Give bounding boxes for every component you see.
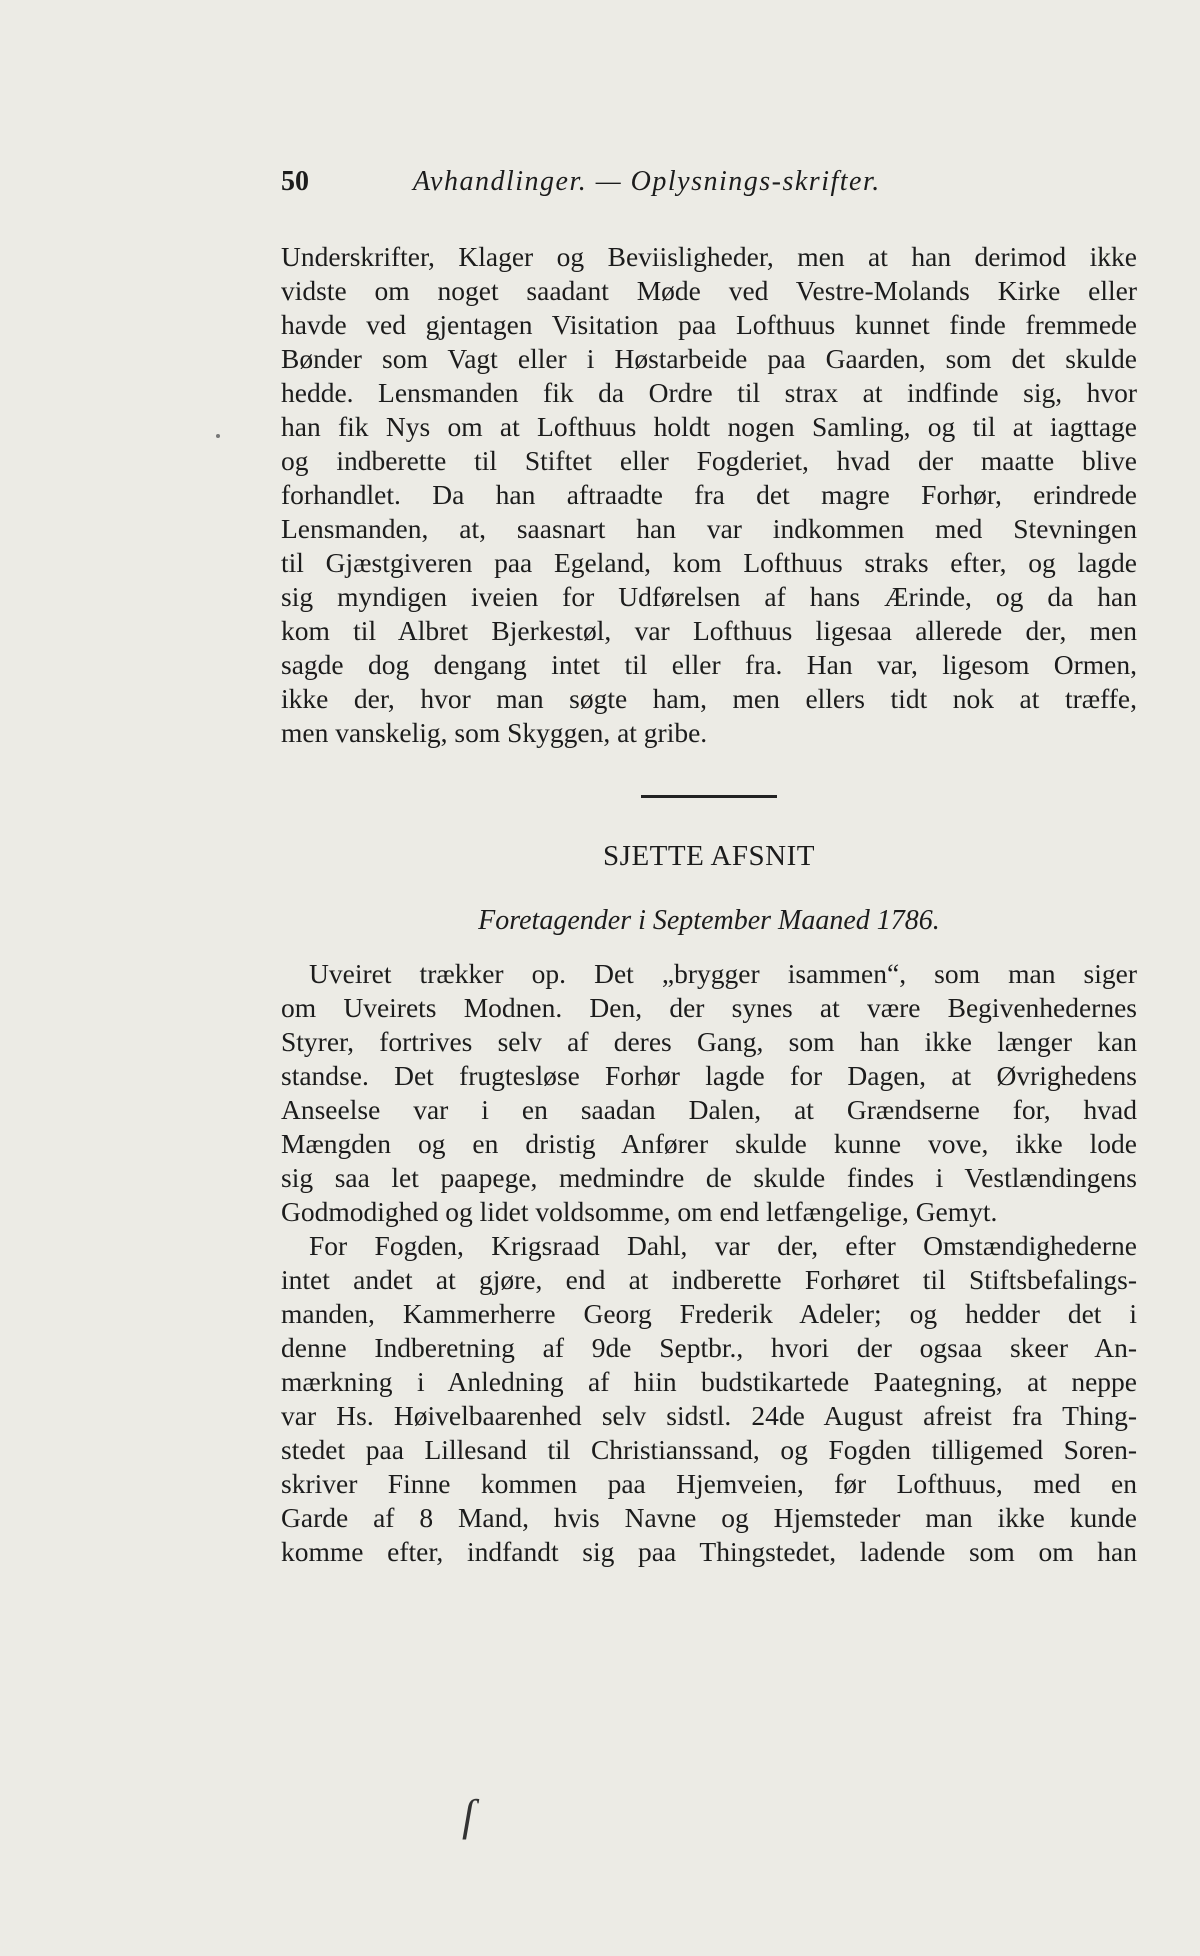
text-line: Garde af 8 Mand, hvis Navne og Hjemsteder man ikke kunde xyxy=(281,1502,1137,1533)
text-line: Mængden og en dristig Anfører skulde kunne vove, ikke lode xyxy=(281,1128,1137,1159)
text-line: og indberette til Stiftet eller Fogderiet, hvad der maatte blive xyxy=(281,445,1137,476)
section-divider xyxy=(641,795,777,798)
section-body xyxy=(281,957,1137,1569)
text-line: sig myndigen iveien for Udførelsen af hans Ærinde, og da han xyxy=(281,581,1137,612)
margin-dot-mark xyxy=(216,434,220,438)
section-subtitle: Foretagender i September Maaned 1786. xyxy=(478,905,940,936)
text-line: Godmodighed og lidet voldsomme, om end letfængelige, Gemyt. xyxy=(281,1196,998,1227)
running-title: Avhandlinger. — Oplysnings-skrifter. xyxy=(413,166,881,197)
text-line: intet andet at gjøre, end at indberette Forhøret til Stiftsbefalings- xyxy=(281,1264,1137,1295)
text-line: Styrer, fortrives selv af deres Gang, som han ikke længer kan xyxy=(281,1026,1137,1057)
text-line: sig saa let paapege, medmindre de skulde findes i Vestlændingens xyxy=(281,1162,1137,1193)
text-line: var Hs. Høivelbaarenhed selv sidstl. 24de August afreist fra Thing- xyxy=(281,1400,1137,1431)
text-line: komme efter, indfandt sig paa Thingstedet, ladende som om han xyxy=(281,1536,1137,1567)
text-line: vidste om noget saadant Møde ved Vestre-Molands Kirke eller xyxy=(281,275,1137,306)
text-line: mærkning i Anledning af hiin budstikartede Paategning, at neppe xyxy=(281,1366,1137,1397)
section-heading: SJETTE AFSNIT xyxy=(603,840,815,872)
text-line: forhandlet. Da han aftraadte fra det magre Forhør, erindrede xyxy=(281,479,1137,510)
running-head xyxy=(281,166,1141,198)
text-line: hedde. Lensmanden fik da Ordre til strax at indfinde sig, hvor xyxy=(281,377,1137,408)
text-line: Anseelse var i en saadan Dalen, at Grændserne for, hvad xyxy=(281,1094,1137,1125)
text-line: Lensmanden, at, saasnart han var indkommen med Stevningen xyxy=(281,513,1137,544)
text-line: denne Indberetning af 9de Septbr., hvori der ogsaa skeer An- xyxy=(281,1332,1137,1363)
text-line: stedet paa Lillesand til Christianssand, og Fogden tilligemed Soren- xyxy=(281,1434,1137,1465)
text-line: kom til Albret Bjerkestøl, var Lofthuus ligesaa allerede der, men xyxy=(281,615,1137,646)
text-line: Underskrifter, Klager og Beviisligheder, men at han derimod ikke xyxy=(281,241,1137,272)
text-line: For Fogden, Krigsraad Dahl, var der, efter Omstændighederne xyxy=(309,1230,1137,1261)
paragraph-continued xyxy=(281,240,1137,750)
text-line: om Uveirets Modnen. Den, der synes at være Begivenhedernes xyxy=(281,992,1137,1023)
text-line: manden, Kammerherre Georg Frederik Adeler; og hedder det i xyxy=(281,1298,1137,1329)
text-line: havde ved gjentagen Visitation paa Lofthuus kunnet finde fremmede xyxy=(281,309,1137,340)
page-number: 50 xyxy=(281,166,309,197)
text-line: Bønder som Vagt eller i Høstarbeide paa Gaarden, som det skulde xyxy=(281,343,1137,374)
text-line: han fik Nys om at Lofthuus holdt nogen Samling, og til at iagttage xyxy=(281,411,1137,442)
text-line: standse. Det frugtesløse Forhør lagde for Dagen, at Øvrighedens xyxy=(281,1060,1137,1091)
text-line: Uveiret trækker op. Det „brygger isammen“, som man siger xyxy=(309,958,1137,989)
text-line: sagde dog dengang intet til eller fra. Han var, ligesom Ormen, xyxy=(281,649,1137,680)
text-line: ikke der, hvor man søgte ham, men ellers tidt nok at træffe, xyxy=(281,683,1137,714)
text-line: men vanskelig, som Skyggen, at gribe. xyxy=(281,717,708,748)
text-line: skriver Finne kommen paa Hjemveien, før Lofthuus, med en xyxy=(281,1468,1137,1499)
stray-ink-mark: ſ xyxy=(462,1791,475,1840)
text-line: til Gjæstgiveren paa Egeland, kom Lofthuus straks efter, og lagde xyxy=(281,547,1137,578)
